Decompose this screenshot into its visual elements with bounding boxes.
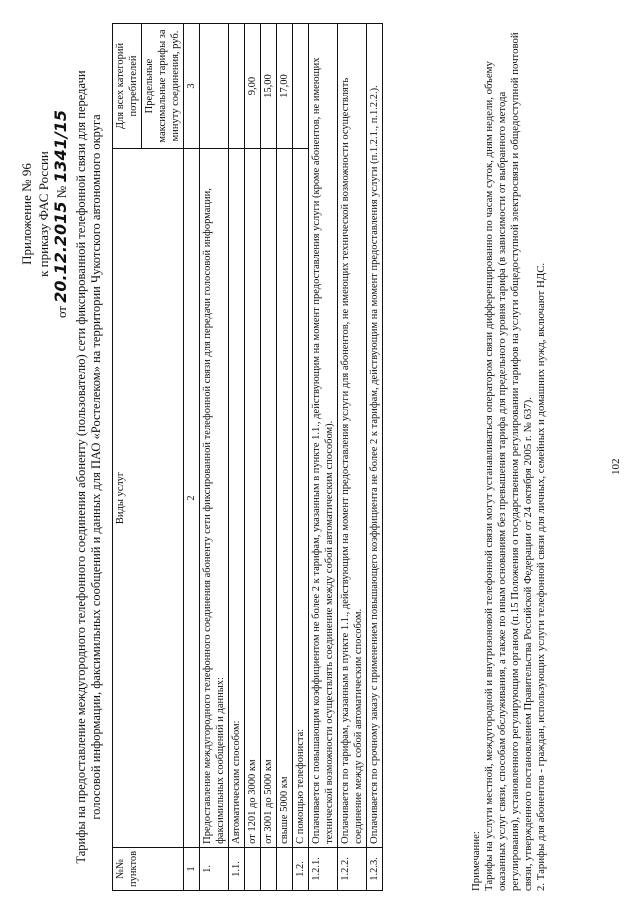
row-value — [293, 24, 309, 149]
row-text: от 1201 до 3000 км — [245, 149, 261, 848]
document-title: Тарифы на предоставление междугородного телефонного соединения абоненту (пользователю) сети фиксированной телефонной связи для передачи голосовой информации, факсимильных сообщений и данных для ПАО «Ростелеком» на территории Чукотского автономного округа — [74, 70, 103, 864]
row-text: С помощью телефониста: — [293, 149, 309, 848]
row-value: 17,00 — [277, 24, 293, 149]
row-number: 1.2.1. — [309, 847, 338, 890]
row-number: 1.2.2. — [338, 847, 367, 890]
row-value: 15,00 — [261, 24, 277, 149]
row-text: Предоставление междугородного телефонного соединения абоненту сети фиксированной телефонной связи для передачи голосовой информации, факсимильных сообщений и данных: — [200, 149, 229, 848]
column-number: 2 — [184, 149, 200, 848]
date-prefix: от — [54, 306, 69, 319]
table-row — [309, 24, 338, 891]
handwritten-number: 1341/15 — [51, 110, 70, 183]
row-number — [261, 847, 277, 890]
row-text: Автоматическим способом: — [229, 149, 245, 848]
page-number: 102 — [610, 458, 622, 475]
table-row — [277, 24, 293, 891]
row-text: Оплачивается по срочному заказу с применением повышающего коэффициента не более 2 к тарифам, действующим на момент предоставления услуги (п.1.2.1., п.1.2.2.). — [367, 24, 383, 848]
table-row — [293, 24, 309, 891]
header-service-type: Виды услуг — [113, 149, 184, 848]
row-number — [277, 847, 293, 890]
row-number: 1.1. — [229, 847, 245, 890]
header-max-tariff: Предельные максимальные тарифы за минуту соединения, руб. — [142, 24, 184, 149]
column-number-row — [184, 24, 200, 891]
table-row — [200, 24, 229, 891]
row-text: Оплачивается с повышающим коэффициентом не более 2 к тарифам, указанным в пункте 1.1., действующим на момент предоставления услуги (кроме абонентов, не имеющих технической возможности осуществлять соединение между собой автоматическим способом). — [309, 24, 338, 848]
row-value: 9,00 — [245, 24, 261, 149]
row-text: свыше 5000 км — [277, 149, 293, 848]
header-consumer-categories: Для всех категорий потребителей — [113, 24, 142, 149]
row-number: 1. — [200, 847, 229, 890]
notes-heading: Примечание: — [470, 831, 482, 891]
table-row — [367, 24, 383, 891]
handwritten-date: 20.12.2015 — [51, 201, 70, 303]
column-number: 1 — [184, 847, 200, 890]
notes-paragraph-1: Тарифы на услуги местной, междугородной и внутризоновой телефонной связи могут устанавливаться оператором связи дифференцированно по часам суток, дням недели, объему оказанных услуг связи, способам обслуживания, а также по иным основаниям без превышения тарифа для предельного уровня тарифа (в зависимости от выбранного метода регулирования), установленного регулирующим органом (п.15 Положения о государственном регулировании тарифов на услуги общедоступной электросвязи и общедоступной почтовой связи, утвержденного постановлением Правительства Российской Федерации от 24 октября 2005 г. № 637). — [483, 32, 534, 891]
row-number: 1.2. — [293, 847, 309, 890]
notes-paragraph-2: 2. Тарифы для абонентов - граждан, использующих услуги телефонной связи для личных, семейных и домашних нужд, включают НДС. — [535, 262, 547, 891]
row-text: от 3001 до 5000 км — [261, 149, 277, 848]
row-number — [245, 847, 261, 890]
table-row — [261, 24, 277, 891]
appendix-label: Приложение № 96 — [19, 163, 34, 265]
number-prefix: № — [54, 185, 69, 199]
order-label: к приказу ФАС России — [36, 151, 51, 277]
row-value — [200, 24, 229, 149]
header-item-number: №№ пунктов — [113, 847, 184, 890]
row-value — [229, 24, 245, 149]
table-header-row — [113, 24, 142, 891]
document-header — [18, 110, 70, 318]
date-line — [52, 110, 70, 318]
table-row — [229, 24, 245, 891]
column-number: 3 — [184, 24, 200, 149]
row-number: 1.2.3. — [367, 847, 383, 890]
table-row — [338, 24, 367, 891]
notes-section — [470, 23, 548, 891]
row-text: Оплачивается по тарифам, указанным в пункте 1.1., действующим на момент предоставления услуги для абонентов, не имеющих технической возможности осуществлять соединение между собой автоматическим способом. — [338, 24, 367, 848]
tariff-table — [112, 23, 383, 891]
table-row — [245, 24, 261, 891]
